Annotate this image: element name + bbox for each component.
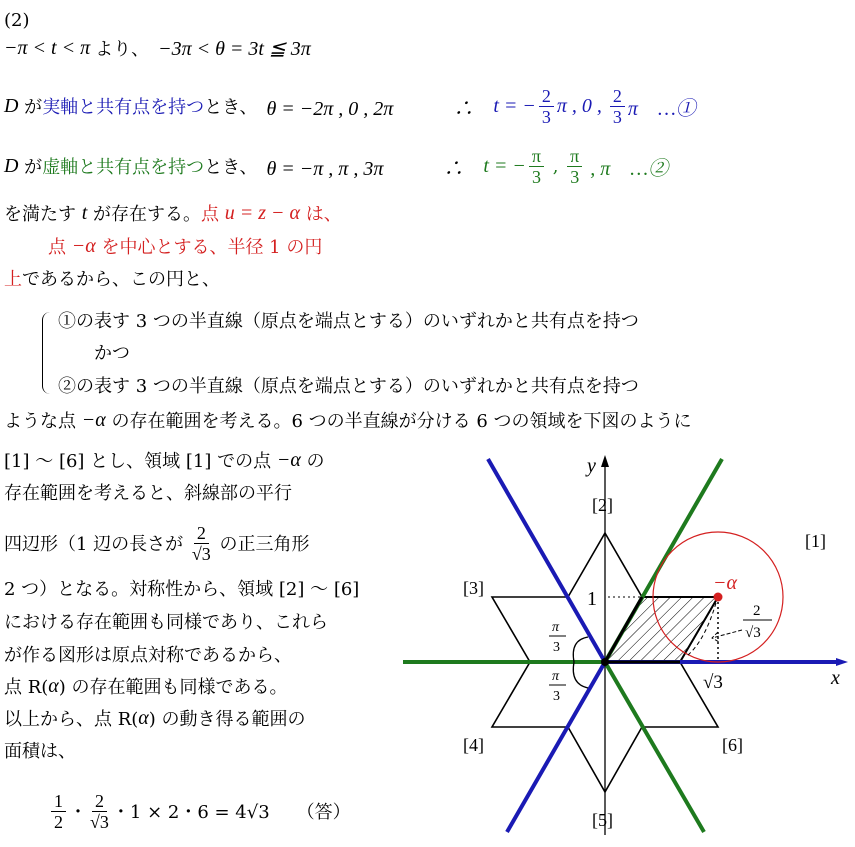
blue-half-line-lower [507, 662, 605, 832]
region-label-4: [4] [463, 735, 484, 755]
side-length-arrow [712, 630, 742, 642]
highlight-red: は、 [300, 204, 342, 225]
region-label-3: [3] [463, 578, 484, 598]
highlight-red: u = z − α [224, 201, 301, 224]
label-angle-num-lower: π [552, 669, 560, 684]
label-minus-alpha: −α [713, 572, 737, 594]
text-segment: とき、 [204, 97, 267, 118]
math-expression: −π < [4, 36, 52, 59]
math-expression: D [4, 154, 19, 177]
math-expression: θ = −π , π , 3π ∴ [266, 157, 484, 180]
text-segment: より、 [95, 39, 159, 60]
math-expression: −α [81, 408, 106, 431]
text-segment: であるから、この円と、 [22, 269, 220, 290]
text-segment: が作る図形は原点対称であるから、 [4, 645, 292, 666]
math-expression: −3π < θ = 3t ≦ 3π [158, 37, 311, 60]
highlight-blue: t = − [493, 94, 536, 117]
highlight-red: 上 [4, 269, 22, 290]
math-expression: < π [56, 36, 96, 59]
numerator: π [529, 146, 544, 167]
text-segment: ・1 × 2・6 = 4√3 （答） [111, 802, 351, 823]
denominator: 3 [541, 106, 551, 127]
text-segment: が [18, 157, 43, 178]
blue-half-line-upper [488, 459, 605, 662]
numerator: 2 [539, 86, 554, 107]
denominator: 3 [570, 166, 580, 187]
denominator: 3 [531, 166, 541, 187]
region-label-5: [5] [592, 810, 613, 830]
denominator: 3 [612, 106, 622, 127]
text-segment: かつ [58, 343, 130, 364]
math-expression: D [4, 94, 19, 117]
label-angle-num-upper: π [552, 620, 560, 635]
text-segment: の正三角形 [213, 534, 310, 555]
highlight-blue: π …① [627, 97, 696, 120]
text-segment: における存在範囲も同様であり、これら [4, 612, 328, 633]
numerator: 2 [92, 791, 107, 812]
text-segment: ) の動き得る範囲の [148, 709, 306, 730]
label-sqrt3: √3 [703, 672, 723, 693]
text-segment: が存在する。 [87, 204, 202, 225]
highlight-red: 点 [48, 237, 72, 258]
region-label-6: [6] [722, 735, 743, 755]
text-segment: の [300, 451, 325, 472]
math-expression: t [51, 36, 57, 59]
math-expression: θ = −2π , 0 , 2π ∴ [266, 97, 494, 120]
x-axis-arrow-icon [836, 658, 848, 666]
text-segment: (2) [4, 9, 30, 31]
highlight-blue: π , 0 , [556, 94, 607, 117]
numerator: 2 [610, 86, 625, 107]
region-label-1: [1] [805, 531, 826, 551]
y-axis-arrow-icon [601, 455, 609, 467]
label-angle-den-lower: 3 [553, 689, 560, 704]
denominator: 2 [54, 811, 63, 832]
highlight-green: 虚軸と共有点を持つ [42, 157, 205, 178]
text-segment: ような点 [4, 411, 82, 432]
text-segment: ①の表す 3 つの半直線（原点を端点とする）のいずれかと共有点を持つ [58, 311, 639, 332]
text-segment: 2 つ）となる。対称性から、領域 [2] ～ [6] [4, 579, 360, 600]
label-one: 1 [587, 588, 597, 610]
text-segment: ) の存在範囲も同様である。 [58, 677, 288, 698]
text-segment: 面積は、 [4, 741, 76, 762]
highlight-blue: 実軸と共有点を持つ [42, 97, 205, 118]
green-half-line-lower [605, 662, 704, 832]
highlight-red: を中心とする、半径 1 の円 [95, 237, 323, 258]
text-segment: 存在範囲を考えると、斜線部の平行 [4, 483, 292, 504]
math-expression: −α [276, 448, 301, 471]
text-segment: を満たす [4, 204, 82, 225]
text-segment: [1] ～ [6] とし、領域 [1] での点 [4, 451, 277, 472]
text-segment: 四辺形（1 辺の長さが [4, 534, 189, 555]
text-segment: ②の表す 3 つの半直線（原点を端点とする）のいずれかと共有点を持つ [58, 376, 639, 397]
numerator: 2 [194, 523, 209, 544]
y-axis-label: y [587, 455, 596, 477]
origin-point [601, 658, 609, 666]
text-segment: 点 R( [4, 677, 49, 698]
math-expression: α [138, 706, 149, 729]
highlight-red: −α [71, 234, 96, 257]
text-segment: とき、 [204, 157, 267, 178]
numerator: π [567, 146, 582, 167]
denominator: √3 [90, 811, 109, 832]
math-expression: α [48, 674, 59, 697]
text-segment: が [18, 97, 43, 118]
highlight-red: 点 [201, 204, 225, 225]
numerator: 1 [51, 791, 66, 812]
highlight-green: , π …② [585, 157, 669, 180]
denominator: √3 [191, 543, 211, 564]
math-expression: t [81, 201, 88, 224]
text-segment: の存在範囲を考える。6 つの半直線が分ける 6 つの領域を下図のように [105, 411, 692, 432]
label-side-num: 2 [753, 603, 761, 619]
x-axis-label: x [831, 667, 840, 689]
label-angle-den-upper: 3 [553, 640, 560, 655]
text-segment: 以上から、点 R( [4, 709, 139, 730]
region-label-2: [2] [592, 495, 613, 515]
highlight-green: t = − [483, 154, 526, 177]
text-segment: ・ [69, 802, 87, 823]
label-side-den: √3 [745, 625, 761, 641]
highlight-green: , [547, 155, 565, 177]
